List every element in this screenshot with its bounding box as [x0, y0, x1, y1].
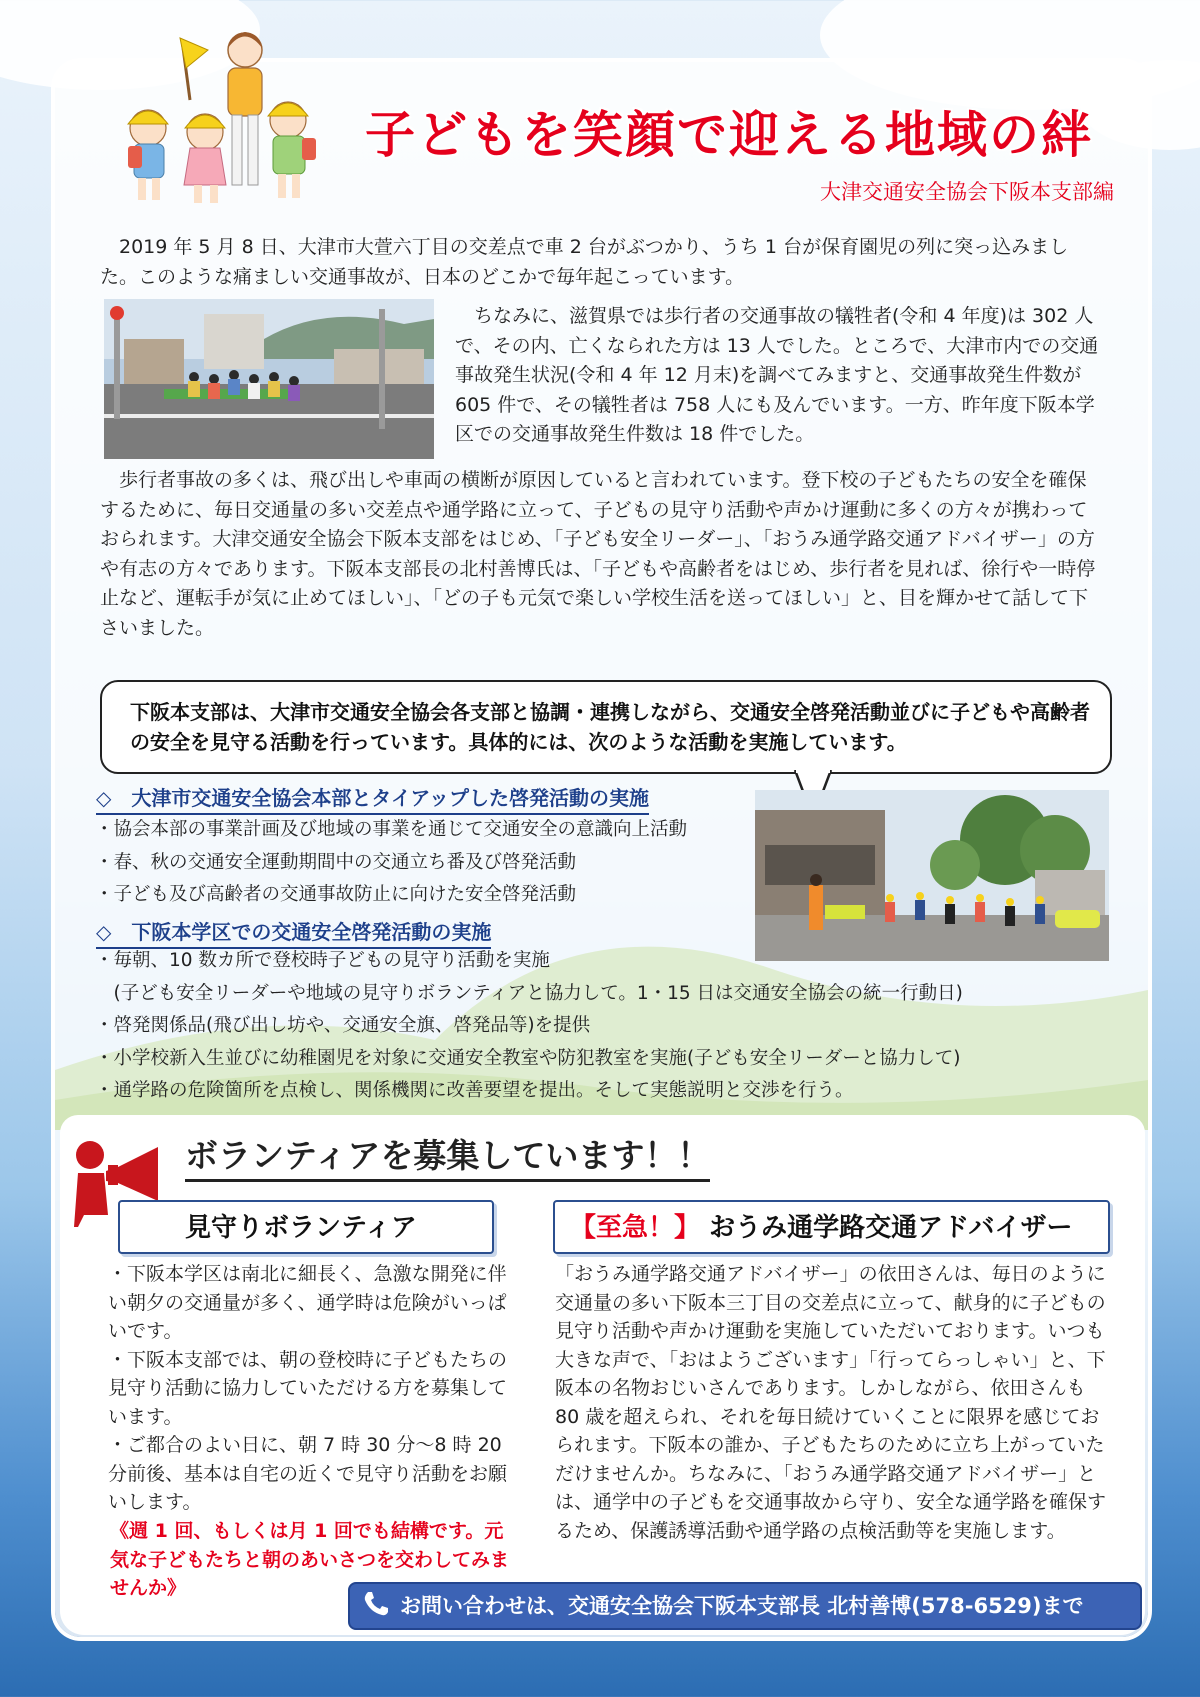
left-column-text [108, 1260, 508, 1517]
list-item: ・通学路の危険箇所を点検し、関係機関に改善要望を提出。そして実態説明と交渉を行う。 [95, 1080, 854, 1101]
left-paragraph: ・下阪本支部では、朝の登校時に子どもたちの見守り活動に協力していただける方を募集しています。 [108, 1348, 508, 1428]
list-item: ・春、秋の交通安全運動期間中の交通立ち番及び啓発活動 [95, 851, 577, 873]
phone-icon [360, 1588, 392, 1620]
list-item: ・啓発関係品(飛び出し坊や、交通安全旗、啓発品等)を提供 [95, 1015, 591, 1036]
urgent-label: 【至急！】 [570, 1213, 701, 1243]
list-item: (子ども安全リーダーや地域の見守りボランティアと協力して。1・15 日は交通安全協会の統一行動日) [95, 982, 963, 1004]
left-paragraph: ・下阪本学区は南北に細長く、急激な開発に伴い朝夕の交通量が多く、通学時は危険がいっぱいです。 [108, 1263, 507, 1342]
page-subtitle: 大津交通安全協会下阪本支部編 [820, 180, 1114, 204]
activity-heading-2: ◇ 下阪本学区での交通安全啓発活動の実施 [96, 916, 491, 949]
right-column-text: 「おうみ通学路交通アドバイザー」の依田さんは、毎日のように交通量の多い下阪本三丁目の交差点に立って、献身的に子どもの見守り活動や声かけ運動を実施していただいております。いつも大きな声で、「おはようございます」「行ってらっしゃい」と、下阪本の名物おじいさんであります。しかしながら、依田さんも 80 歳を超えられ、それを毎日続けていくことに限界を感じておられます。下阪本の誰か、子どもたちのために立ち上がっていただけませんか。ちなみに、「おうみ通学路交通アドバイザー」とは、通学中の子どもを交通事故から守り、安全な通学路を確保するため、保護誘導活動や通学路の点検活動等を実施します。 [555, 1263, 1107, 1542]
contact-text: お問い合わせは、交通安全協会下阪本支部長 北村善博(578-6529)まで [400, 1594, 1084, 1618]
left-column-note: 《週 1 回、もしくは月 1 回でも結構です。元気な子どもたちと朝のあいさつを交わしてみませんか》 [110, 1520, 510, 1599]
activity-heading-1: ◇ 大津市交通安全協会本部とタイアップした啓発活動の実施 [96, 782, 649, 815]
children-illustration [110, 20, 340, 210]
list-item: ・小学校新入生並びに幼稚園児を対象に交通安全教室や防犯教室を実施(子ども安全リーダーと協力して) [95, 1047, 961, 1069]
activity-list-2 [95, 945, 963, 1108]
volunteer-heading: ボランティアを募集しています！！ [185, 1130, 710, 1182]
list-item: ・毎朝、10 数カ所で登校時子どもの見守り活動を実施 [95, 950, 550, 971]
left-column-title: 見守りボランティア [185, 1213, 417, 1243]
crossing-photo [104, 299, 434, 459]
intro-paragraph-3: 歩行者事故の多くは、飛び出しや車両の横断が原因していると言われています。登下校の子どもたちの安全を確保するために、毎日交通量の多い交差点や通学路に立って、子どもの見守り活動や声かけ運動に多くの方々が携わっておられます。大津交通安全協会下阪本支部をはじめ、「子ども安全リーダー」、「おうみ通学路交通アドバイザー」の方や有志の方々であります。下阪本支部長の北村善博氏は、「子どもや高齢者をはじめ、歩行者を見れば、徐行や一時停止など、運転手が気に止めてほしい」、「どの子も元気で楽しい学校生活を送ってほしい」と、目を輝かせて話して下さいました。 [100, 469, 1096, 639]
intro-paragraph-2: ちなみに、滋賀県では歩行者の交通事故の犠牲者(令和 4 年度)は 302 人で、その内、亡くなられた方は 13 人でした。ところで、大津市内での交通事故発生状況(令和 4 年 12 月末)を調べてみますと、交通事故発生件数が 605 件で、その犠牲者は 758 人にも及んでいます。一方、昨年度下阪本学区での交通事故発生件数は 18 件でした。 [455, 305, 1099, 445]
page-title: 子どもを笑顔で迎える地域の絆 [365, 106, 1093, 164]
left-paragraph: ・ご都合のよい日に、朝 7 時 30 分～8 時 20 分前後、基本は自宅の近くで見守り活動をお願いします。 [108, 1434, 508, 1513]
activity-list-1 [95, 814, 687, 912]
intro-paragraph-1: 2019 年 5 月 8 日、大津市大萱六丁目の交差点で車 2 台がぶつかり、うち 1 台が保育園児の列に突っ込みました。このような痛ましい交通事故が、日本のどこかで毎年起こっています。 [100, 236, 1069, 288]
right-column-title-text: おうみ通学路交通アドバイザー [709, 1213, 1073, 1243]
callout-text: 下阪本支部は、大津市交通安全協会各支部と協調・連携しながら、交通安全啓発活動並びに子どもや高齢者の安全を見守る活動を行っています。具体的には、次のような活動を実施しています。 [130, 700, 1090, 754]
walking-photo [755, 790, 1109, 961]
right-column-title [570, 1207, 1073, 1244]
list-item: ・子ども及び高齢者の交通事故防止に向けた安全啓発活動 [95, 884, 577, 905]
list-item: ・協会本部の事業計画及び地域の事業を通じて交通安全の意識向上活動 [95, 819, 688, 840]
